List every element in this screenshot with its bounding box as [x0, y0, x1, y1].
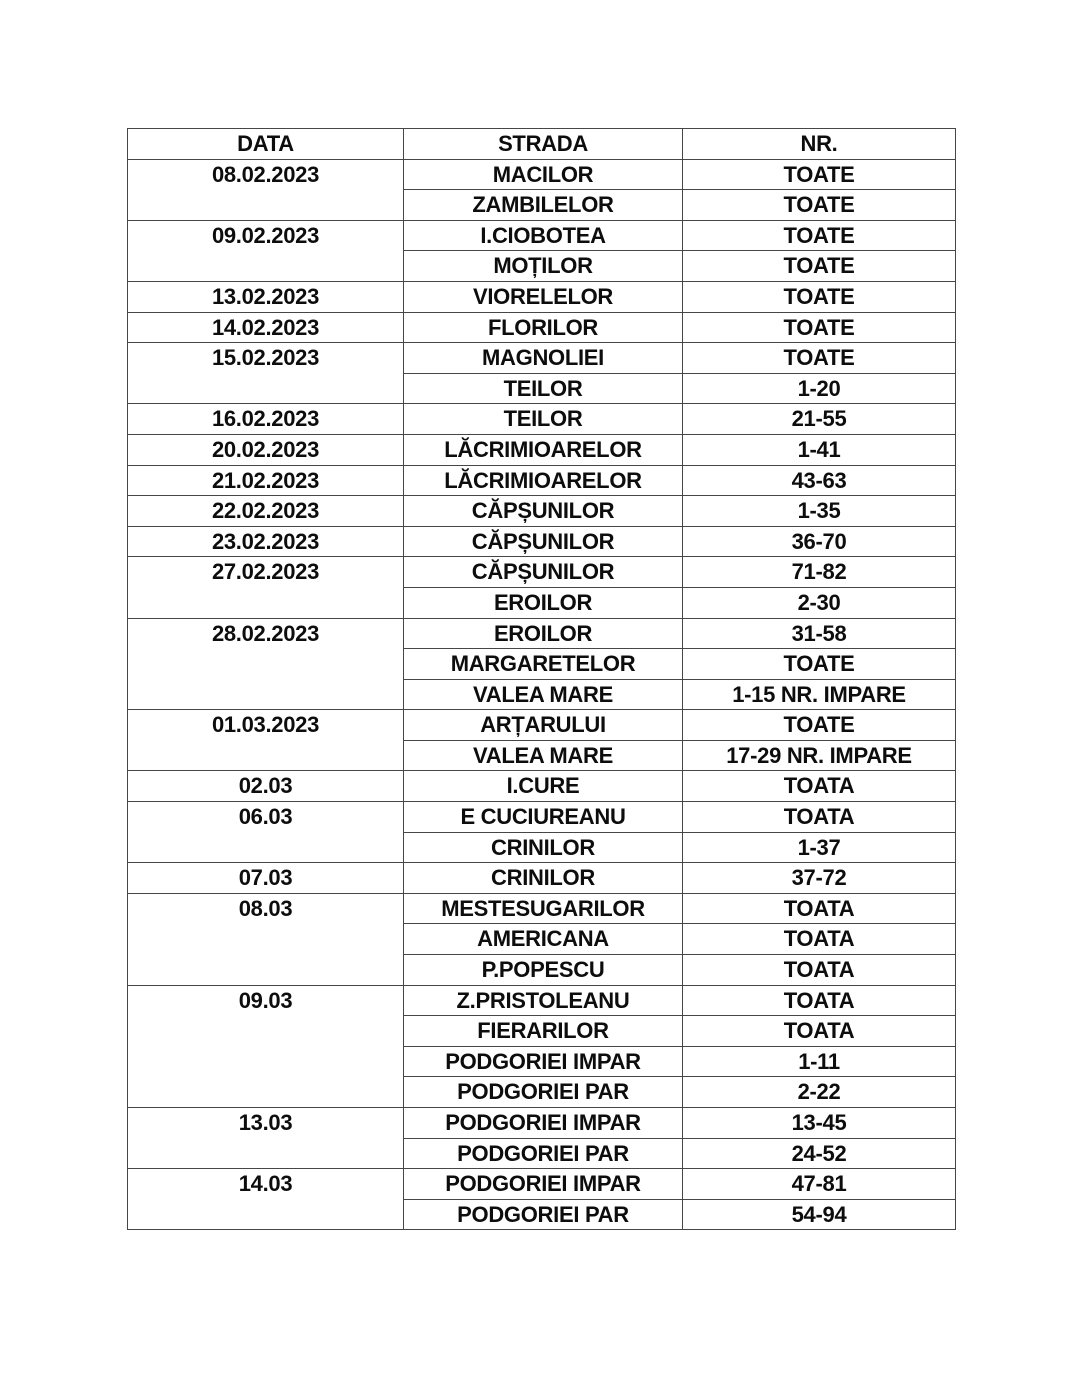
nr-cell: TOATA — [683, 955, 956, 986]
date-cell: 06.03 — [128, 802, 404, 863]
nr-cell: TOATA — [683, 802, 956, 833]
street-cell: MOȚILOR — [404, 251, 683, 282]
street-cell: PODGORIEI IMPAR — [404, 1046, 683, 1077]
table-row — [128, 557, 956, 588]
nr-cell: 36-70 — [683, 526, 956, 557]
nr-cell: 1-37 — [683, 832, 956, 863]
date-cell: 07.03 — [128, 863, 404, 894]
table-row — [128, 893, 956, 924]
nr-cell: 1-11 — [683, 1046, 956, 1077]
table-row — [128, 985, 956, 1016]
nr-cell: 1-41 — [683, 434, 956, 465]
table-row — [128, 220, 956, 251]
date-cell: 13.03 — [128, 1108, 404, 1169]
street-cell: TEILOR — [404, 404, 683, 435]
nr-cell: TOATE — [683, 220, 956, 251]
nr-cell: TOATE — [683, 710, 956, 741]
date-cell: 09.02.2023 — [128, 220, 404, 281]
street-cell: AMERICANA — [404, 924, 683, 955]
nr-cell: 21-55 — [683, 404, 956, 435]
street-cell: FIERARILOR — [404, 1016, 683, 1047]
nr-cell: 31-58 — [683, 618, 956, 649]
table-row — [128, 404, 956, 435]
date-cell: 15.02.2023 — [128, 343, 404, 404]
table-row — [128, 618, 956, 649]
street-cell: MACILOR — [404, 159, 683, 190]
table-row — [128, 434, 956, 465]
table-row — [128, 343, 956, 374]
date-cell: 08.02.2023 — [128, 159, 404, 220]
nr-cell: TOATA — [683, 893, 956, 924]
street-cell: MESTESUGARILOR — [404, 893, 683, 924]
nr-cell: 71-82 — [683, 557, 956, 588]
nr-cell: 54-94 — [683, 1199, 956, 1230]
date-cell: 27.02.2023 — [128, 557, 404, 618]
street-cell: EROILOR — [404, 587, 683, 618]
street-cell: Z.PRISTOLEANU — [404, 985, 683, 1016]
date-cell: 16.02.2023 — [128, 404, 404, 435]
nr-cell: 1-20 — [683, 373, 956, 404]
date-cell: 14.03 — [128, 1169, 404, 1230]
table-row — [128, 496, 956, 527]
table-row — [128, 465, 956, 496]
street-cell: VIORELELOR — [404, 281, 683, 312]
schedule-table — [127, 128, 956, 1230]
nr-cell: 43-63 — [683, 465, 956, 496]
table-row — [128, 1108, 956, 1139]
table-row — [128, 1169, 956, 1200]
street-cell: MARGARETELOR — [404, 649, 683, 680]
table-row — [128, 771, 956, 802]
nr-cell: 24-52 — [683, 1138, 956, 1169]
nr-cell: TOATA — [683, 985, 956, 1016]
date-cell: 28.02.2023 — [128, 618, 404, 710]
date-cell: 23.02.2023 — [128, 526, 404, 557]
column-header-data: DATA — [128, 129, 404, 160]
street-cell: PODGORIEI PAR — [404, 1138, 683, 1169]
street-cell: CĂPȘUNILOR — [404, 557, 683, 588]
street-cell: I.CURE — [404, 771, 683, 802]
nr-cell: 2-30 — [683, 587, 956, 618]
nr-cell: TOATE — [683, 159, 956, 190]
nr-cell: TOATE — [683, 649, 956, 680]
nr-cell: 17-29 NR. IMPARE — [683, 740, 956, 771]
street-cell: CĂPȘUNILOR — [404, 496, 683, 527]
street-cell: I.CIOBOTEA — [404, 220, 683, 251]
date-cell: 13.02.2023 — [128, 281, 404, 312]
nr-cell: TOATA — [683, 1016, 956, 1047]
street-cell: VALEA MARE — [404, 740, 683, 771]
nr-cell: TOATE — [683, 251, 956, 282]
table-row — [128, 281, 956, 312]
street-cell: VALEA MARE — [404, 679, 683, 710]
nr-cell: TOATA — [683, 771, 956, 802]
nr-cell: TOATE — [683, 312, 956, 343]
street-cell: MAGNOLIEI — [404, 343, 683, 374]
nr-cell: 13-45 — [683, 1108, 956, 1139]
nr-cell: 37-72 — [683, 863, 956, 894]
date-cell: 08.03 — [128, 893, 404, 985]
street-cell: E CUCIUREANU — [404, 802, 683, 833]
date-cell: 20.02.2023 — [128, 434, 404, 465]
date-cell: 21.02.2023 — [128, 465, 404, 496]
street-cell: ZAMBILELOR — [404, 190, 683, 221]
table-row — [128, 863, 956, 894]
street-cell: EROILOR — [404, 618, 683, 649]
table-row — [128, 526, 956, 557]
nr-cell: 1-15 NR. IMPARE — [683, 679, 956, 710]
table-row — [128, 710, 956, 741]
nr-cell: 1-35 — [683, 496, 956, 527]
nr-cell: TOATE — [683, 281, 956, 312]
date-cell: 02.03 — [128, 771, 404, 802]
street-cell: CRINILOR — [404, 832, 683, 863]
column-header-strada: STRADA — [404, 129, 683, 160]
street-cell: PODGORIEI IMPAR — [404, 1169, 683, 1200]
column-header-nr: NR. — [683, 129, 956, 160]
date-cell: 14.02.2023 — [128, 312, 404, 343]
street-cell: LĂCRIMIOARELOR — [404, 465, 683, 496]
nr-cell: 2-22 — [683, 1077, 956, 1108]
date-cell: 09.03 — [128, 985, 404, 1107]
street-cell: PODGORIEI PAR — [404, 1077, 683, 1108]
street-cell: LĂCRIMIOARELOR — [404, 434, 683, 465]
date-cell: 22.02.2023 — [128, 496, 404, 527]
nr-cell: 47-81 — [683, 1169, 956, 1200]
street-cell: TEILOR — [404, 373, 683, 404]
street-cell: CRINILOR — [404, 863, 683, 894]
street-cell: ARȚARULUI — [404, 710, 683, 741]
table-row — [128, 802, 956, 833]
street-cell: P.POPESCU — [404, 955, 683, 986]
nr-cell: TOATA — [683, 924, 956, 955]
street-cell: PODGORIEI PAR — [404, 1199, 683, 1230]
table-row — [128, 159, 956, 190]
header-row — [128, 129, 956, 160]
nr-cell: TOATE — [683, 190, 956, 221]
nr-cell: TOATE — [683, 343, 956, 374]
street-cell: CĂPȘUNILOR — [404, 526, 683, 557]
table-row — [128, 312, 956, 343]
date-cell: 01.03.2023 — [128, 710, 404, 771]
street-cell: PODGORIEI IMPAR — [404, 1108, 683, 1139]
street-cell: FLORILOR — [404, 312, 683, 343]
